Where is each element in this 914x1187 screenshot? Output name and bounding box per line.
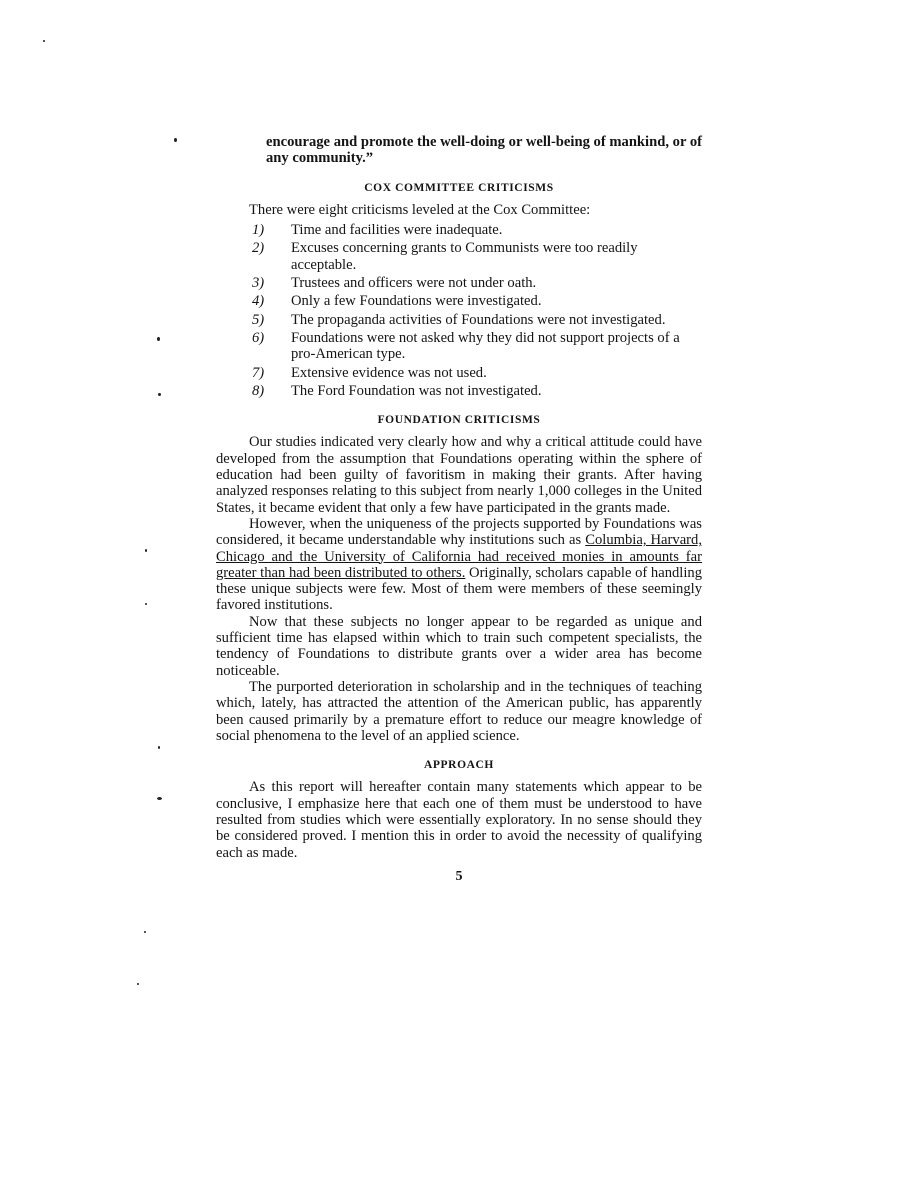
intro-continuation: encourage and promote the well-doing or well-being of mankind, or of any community.” (266, 134, 702, 167)
page-number: 5 (455, 868, 463, 884)
foundation-paragraph-3: Now that these subjects no longer appear to be regarded as unique and sufficient time has elapsed within which to train such competent specialists, the tendency of Foundations to distribute grants over a wider area has become noticeable. (216, 613, 702, 679)
cox-lead-sentence: There were eight criticisms leveled at the Cox Committee: (249, 201, 591, 218)
underlined-passage: Columbia, Harvard, Chicago and the University of California had received monies in amounts far greater than had been distributed to others. (216, 532, 702, 581)
approach-heading: APPROACH (424, 759, 494, 772)
list-item: 6) Foundations were not asked why they did not support projects of a pro-American type. (252, 329, 680, 363)
scan-speck (157, 797, 162, 800)
cox-committee-heading: COX COMMITTEE CRITICISMS (364, 181, 554, 194)
list-item: 2) Excuses concerning grants to Communists were too readily acceptable. (252, 240, 638, 273)
document-body (216, 134, 702, 885)
scan-speck (174, 138, 177, 142)
list-item: 4) Only a few Foundations were investigated. (252, 293, 542, 310)
list-item: 3) Trustees and officers were not under oath. (252, 275, 537, 292)
scan-speck (145, 603, 147, 605)
list-item: 5) The propaganda activities of Foundations were not investigated. (252, 311, 666, 328)
scan-speck (137, 983, 139, 985)
foundation-criticisms-heading: FOUNDATION CRITICISMS (377, 414, 541, 427)
approach-paragraph: As this report will hereafter contain many statements which appear to be conclusive, I emphasize here that each one of them must be understood to have resulted from studies which were essentially exploratory. In no sense should they be considered proved. I mention this in order to avoid the necessity of qualifying each as made. (216, 779, 702, 861)
list-item: 1) Time and facilities were inadequate. (252, 222, 503, 239)
scan-speck (43, 40, 45, 42)
scan-speck (144, 931, 146, 933)
scan-speck (158, 746, 160, 749)
scan-speck (157, 337, 160, 341)
list-item: 8) The Ford Foundation was not investigated. (252, 382, 542, 399)
scan-speck (145, 549, 147, 552)
foundation-paragraph-4: The purported deterioration in scholarship and in the techniques of teaching which, lately, has attracted the attention of the American public, has apparently been caused primarily by a premature effort to reduce our meagre knowledge of social phenomena to the level of an applied science. (216, 678, 702, 744)
foundation-paragraph-1: Our studies indicated very clearly how and why a critical attitude could have developed from the assumption that Foundations operating within the sphere of education had been guilty of favoritism in making their grants. After having analyzed responses relating to this subject from nearly 1,000 colleges in the United States, it became evident that only a few have participated in the grants made. (216, 434, 702, 516)
list-item: 7) Extensive evidence was not used. (252, 364, 487, 381)
cox-criticisms-list (216, 222, 702, 399)
scan-speck (158, 393, 161, 396)
foundation-paragraph-2: However, when the uniqueness of the projects supported by Foundations was considered, it became understandable why institutions such as Columbia, Harvard, Chicago and the University of California had received monies in amounts far greater than had been distributed to others. Originally, scholars capable of handling these unique subjects were few. Most of them were members of these seemingly favored institutions. (216, 515, 702, 614)
